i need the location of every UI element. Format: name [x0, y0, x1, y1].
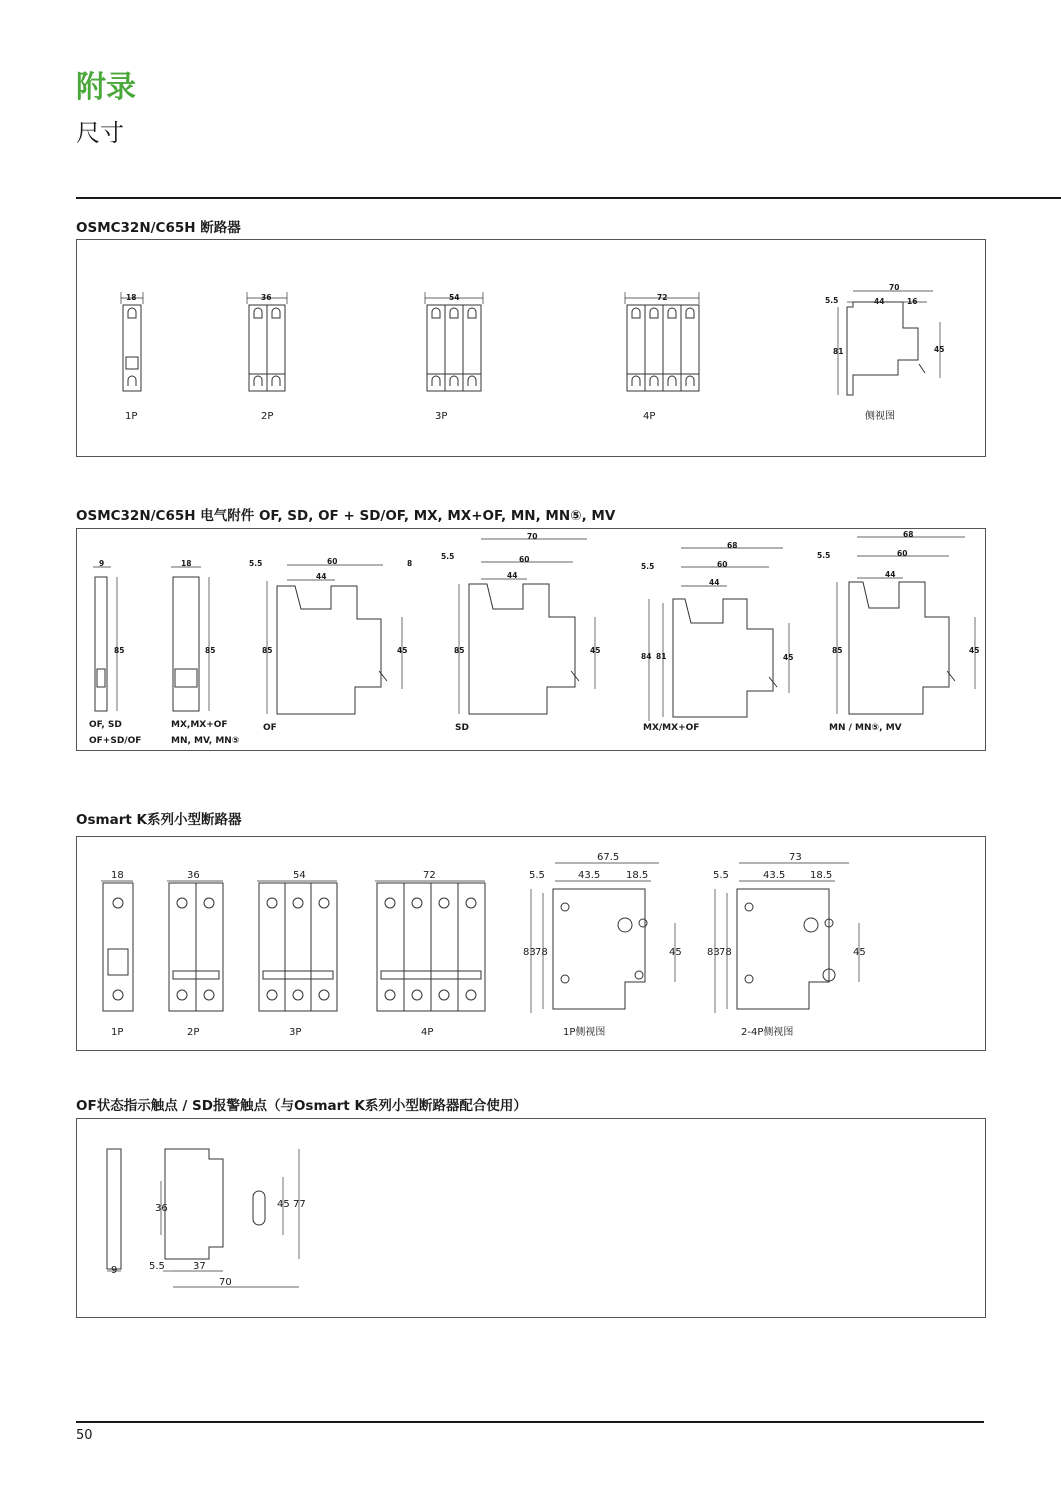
dim-k1-18.5: 18.5: [626, 870, 649, 881]
drawing-side-view: [825, 283, 944, 422]
label-k-2-4p-side: 2-4P侧视图: [741, 1027, 794, 1038]
dim-contact-5.5: 5.5: [149, 1261, 165, 1272]
dim-mn-68: 68: [903, 530, 914, 539]
dim-4p-width: 72: [657, 293, 668, 302]
dim-1p-width: 18: [126, 293, 137, 302]
dim-3p-width: 54: [449, 293, 460, 302]
dim-mx-45: 45: [783, 653, 794, 662]
drawing-mx-front: [171, 559, 239, 746]
dim-mx-84: 84: [641, 652, 652, 661]
dim-mn-60: 60: [897, 549, 908, 558]
bottom-divider: [76, 1421, 984, 1423]
dim-k1-45: 45: [669, 947, 682, 958]
dim-contact-70: 70: [219, 1277, 232, 1288]
dim-mx-44: 44: [709, 578, 720, 587]
drawing-accessories: [77, 529, 985, 750]
drawing-k-1p-side: [523, 852, 682, 1038]
dim-k1-83: 83: [523, 947, 536, 958]
dim-side-44: 44: [874, 297, 885, 306]
drawing-of-sd-contacts: [77, 1119, 985, 1317]
dim-mn-44: 44: [885, 570, 896, 579]
label-mx-mx-of-side: MX/MX+OF: [643, 723, 700, 733]
dim-of-44: 44: [316, 572, 327, 581]
page-subtitle: 尺寸: [76, 119, 124, 147]
drawing-box-accessories: [76, 528, 986, 751]
label-k-1p-side: 1P侧视图: [563, 1027, 606, 1038]
drawing-sd-side: [441, 532, 600, 733]
drawing-3p: [425, 292, 483, 422]
label-sd: SD: [455, 723, 469, 733]
dim-k2-73: 73: [789, 852, 802, 863]
dim-sd-45: 45: [590, 646, 601, 655]
dim-mn-85: 85: [832, 646, 843, 655]
drawing-contact-front: [107, 1149, 121, 1276]
section-title-of-sd-contacts: OF状态指示触点 / SD报警触点（与Osmart K系列小型断路器配合使用）: [76, 1098, 527, 1114]
dim-sd-85: 85: [454, 646, 465, 655]
drawing-2p: [247, 292, 287, 422]
label-3p: 3P: [435, 411, 448, 422]
top-divider: [76, 197, 1061, 199]
dim-sd-44: 44: [507, 571, 518, 580]
dim-sd-5.5: 5.5: [441, 552, 455, 561]
dim-side-5.5: 5.5: [825, 296, 839, 305]
drawing-1p: [121, 292, 143, 422]
dim-k1-78: 78: [535, 947, 548, 958]
drawing-mn-side: [817, 530, 979, 733]
dim-k-3p-width: 54: [293, 870, 306, 881]
dim-k1-43.5: 43.5: [578, 870, 601, 881]
dim-contact-36: 36: [155, 1203, 168, 1214]
section-title-osmart-k: Osmart K系列小型断路器: [76, 812, 242, 828]
dim-k2-83: 83: [707, 947, 720, 958]
dim-k2-18.5: 18.5: [810, 870, 833, 881]
dim-2p-width: 36: [261, 293, 272, 302]
dim-side-70: 70: [889, 283, 900, 292]
dim-side-81: 81: [833, 347, 844, 356]
dim-contact-37: 37: [193, 1261, 206, 1272]
dim-sd-60: 60: [519, 555, 530, 564]
dim-of-85: 85: [262, 646, 273, 655]
drawing-contact-side: [149, 1149, 306, 1288]
dim-k2-43.5: 43.5: [763, 870, 786, 881]
drawing-box-osmart-k: [76, 836, 986, 1051]
dim-of-60: 60: [327, 557, 338, 566]
dim-k2-45: 45: [853, 947, 866, 958]
dim-mn-45: 45: [969, 646, 980, 655]
label-side-view: 侧视图: [865, 411, 895, 422]
drawing-4p: [625, 292, 699, 422]
dim-mx-5.5: 5.5: [641, 562, 655, 571]
drawing-k-3p: [257, 870, 337, 1038]
drawing-box-osmc32n-breaker: [76, 239, 986, 457]
drawing-of-side: [249, 557, 412, 733]
dim-side-16: 16: [907, 297, 918, 306]
section-title-osmc32n-breaker: OSMC32N/C65H 断路器: [76, 220, 241, 236]
label-4p: 4P: [643, 411, 656, 422]
drawing-osmc32n-breaker: [77, 240, 985, 456]
page-title: 附录: [76, 70, 136, 105]
label-of-sd-of: OF+SD/OF: [89, 736, 142, 746]
page-number: 50: [76, 1428, 93, 1443]
dim-85-a: 85: [114, 646, 125, 655]
section-title-accessories: OSMC32N/C65H 电气附件 OF, SD, OF + SD/OF, MX, MX+OF, MN, MN⑤, MV: [76, 508, 616, 524]
drawing-k-1p: [101, 870, 133, 1038]
dim-mx-60: 60: [717, 560, 728, 569]
label-k-3p: 3P: [289, 1027, 302, 1038]
drawing-k-2p: [167, 870, 223, 1038]
dim-k1-5.5: 5.5: [529, 870, 545, 881]
label-of-sd: OF, SD: [89, 720, 122, 730]
label-mn-mv: MN, MV, MN⑤: [171, 736, 240, 746]
dim-k2-78: 78: [719, 947, 732, 958]
dim-9: 9: [99, 559, 105, 568]
label-mx-mx-of: MX,MX+OF: [171, 720, 228, 730]
label-k-4p: 4P: [421, 1027, 434, 1038]
drawing-k-2-4p-side: [707, 852, 866, 1038]
dim-k-2p-width: 36: [187, 870, 200, 881]
label-mn-mv-side: MN / MN⑤, MV: [829, 723, 902, 733]
dim-contact-77: 77: [293, 1199, 306, 1210]
dim-k1-67.5: 67.5: [597, 852, 620, 863]
dim-of-5.5: 5.5: [249, 559, 263, 568]
dim-18: 18: [181, 559, 192, 568]
dim-k-1p-width: 18: [111, 870, 124, 881]
drawing-box-of-sd-contacts: [76, 1118, 986, 1318]
dim-k2-5.5: 5.5: [713, 870, 729, 881]
dim-side-45: 45: [934, 345, 945, 354]
dim-of-45: 45: [397, 646, 408, 655]
drawing-of-sd-front: [89, 559, 141, 746]
dim-sd-70: 70: [527, 532, 538, 541]
dim-85-b: 85: [205, 646, 216, 655]
dim-contact-45: 45: [277, 1199, 290, 1210]
drawing-k-4p: [375, 870, 485, 1038]
dim-mx-68: 68: [727, 541, 738, 550]
drawing-mx-side: [641, 541, 793, 733]
dim-contact-9: 9: [111, 1265, 118, 1276]
label-k-1p: 1P: [111, 1027, 124, 1038]
label-1p: 1P: [125, 411, 138, 422]
label-2p: 2P: [261, 411, 274, 422]
dim-of-8: 8: [407, 559, 413, 568]
label-k-2p: 2P: [187, 1027, 200, 1038]
drawing-osmart-k: [77, 837, 985, 1050]
dim-mn-5.5: 5.5: [817, 551, 831, 560]
dim-mx-81: 81: [656, 652, 667, 661]
dim-k-4p-width: 72: [423, 870, 436, 881]
label-of: OF: [263, 723, 277, 733]
